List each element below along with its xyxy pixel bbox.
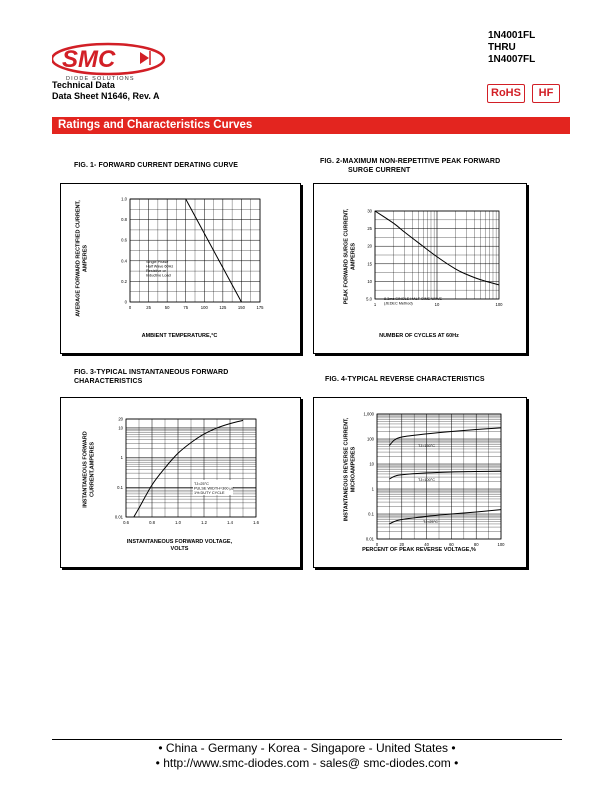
footer-contact: • http://www.smc-diodes.com - sales@ smc-diodes.com •: [155, 756, 459, 770]
fig1-title: FIG. 1- FORWARD CURRENT DERATING CURVE: [74, 162, 239, 169]
fig2-ylabel-line2: AMPERES: [350, 242, 356, 271]
fig3-xtick-label: 0.6: [123, 520, 129, 525]
fig2-title-line1: FIG. 2-MAXIMUM NON-REPETITIVE PEAK FORWARD: [320, 158, 501, 165]
fig3-ylabel-line2: CURRENT,AMPERES: [89, 442, 95, 498]
fig4-ylabel-line1: INSTANTANEOUS REVERSE CURRENT,: [343, 417, 350, 522]
fig1-xtick-label: 75: [183, 305, 189, 310]
fig3-xtick-label: 1.6: [253, 520, 259, 525]
fig1-ytick-label: 1.0: [121, 196, 127, 202]
fig4-curve-label-100: TJ=100°C: [418, 478, 436, 482]
fig1-xtick-label: 25: [146, 305, 151, 310]
footer-countries: • China - Germany - Korea - Singapore - United States •: [158, 741, 456, 755]
fig4-xtick-label: 0: [375, 542, 379, 547]
fig1-ytick-label: 0.4: [121, 258, 127, 264]
fig2-ytick-label: 30: [367, 208, 372, 214]
fig1-annotation-3: Resistive or: [146, 269, 166, 273]
fig1-ylabel-line2: AMPERES: [82, 244, 88, 273]
fig2-ytick-label: 5.0: [366, 296, 372, 302]
fig2-xlabel: NUMBER OF CYCLES AT 60Hz: [379, 333, 459, 339]
part-number-end: 1N4007FL: [488, 54, 536, 65]
fig3-xlabel: [60, 539, 299, 552]
fig1-annotation-1: Single Phase: [146, 260, 169, 264]
fig1-chart: [60, 183, 299, 352]
part-number-thru: THRU: [488, 42, 516, 53]
rohs-badge: RoHS: [487, 84, 525, 103]
fig2-ytick-label: 20: [367, 243, 372, 249]
fig4-curve-label-25: TJ=25°C: [423, 520, 438, 524]
fig1-ytick-label: 0: [124, 299, 127, 305]
logo-subtitle: DIODE SOLUTIONS: [66, 76, 135, 82]
fig4-title: FIG. 4-TYPICAL REVERSE CHARACTERISTICS: [325, 376, 485, 383]
fig2-chart: [313, 183, 525, 352]
fig1-xtick-label: 150: [237, 305, 245, 310]
fig2-xtick-label: 10: [434, 302, 440, 307]
fig2-ytick-label: 15: [367, 261, 372, 267]
fig1-ytick-label: 0.8: [121, 217, 127, 223]
fig3-ytick-label: 10: [118, 425, 123, 431]
part-number-block: [488, 30, 535, 66]
fig3-xtick-label: 1.4: [227, 520, 233, 525]
fig2-annotation-1: 8.3ms SINGLE HALF SINE-WAVE: [384, 297, 443, 301]
fig3-xtick-label: 1.2: [201, 520, 207, 525]
fig1-xtick-label: 0: [128, 305, 132, 310]
doc-info: [52, 80, 160, 102]
fig1-xtick-label: 50: [164, 305, 170, 310]
fig2-title: [320, 158, 500, 175]
fig3-title-line2: CHARACTERISTICS: [74, 377, 143, 385]
datasheet-id: Data Sheet N1646, Rev. A: [52, 91, 160, 101]
fig2-title-line2: SURGE CURRENT: [348, 166, 411, 174]
fig2-ytick-label: 25: [367, 226, 372, 232]
fig4-ytick-label: 100: [367, 436, 374, 442]
fig2-xtick-label: 1: [373, 302, 377, 307]
part-number-start: 1N4001FL: [488, 30, 536, 41]
hf-badge: HF: [532, 84, 560, 103]
fig4-series-line-1: [389, 471, 501, 479]
diode-symbol-icon: [140, 51, 150, 65]
footer-divider: [52, 739, 562, 740]
fig1-xtick-label: 175: [256, 305, 264, 310]
fig4-ytick-label: 1,000: [363, 411, 374, 417]
fig1-annotation-2: Half Wave 60Hz: [146, 264, 174, 269]
company-logo: [52, 40, 174, 82]
fig3-xlabel-line2: VOLTS: [170, 545, 189, 552]
fig4-ytick-label: 0.01: [365, 536, 374, 542]
section-title: Ratings and Characteristics Curves: [58, 119, 253, 131]
fig4-xtick-label: 60: [449, 542, 454, 547]
fig3-ylabel-line1: INSTANTANEOUS FORWARD: [82, 431, 89, 508]
fig4-curve-label-150: TJ=150°C: [418, 444, 436, 448]
fig4-ytick-label: 0.1: [368, 511, 374, 517]
fig4-xtick-label: 100: [497, 542, 505, 547]
fig1-xtick-label: 100: [200, 305, 208, 310]
fig1-ylabel-line1: AVERAGE FORWARD RECTIFIED CURRENT,: [75, 200, 82, 317]
fig3-title-line1: FIG. 3-TYPICAL INSTANTANEOUS FORWARD: [74, 369, 229, 376]
fig3-ytick-label: 0.1: [117, 484, 123, 490]
fig4-series-line-2: [389, 510, 501, 524]
fig3-title: [74, 369, 228, 386]
fig4-ytick-label: 10: [369, 461, 374, 467]
fig3-annotation-2: PULSE WIDTH=300 µs: [194, 486, 234, 491]
fig3-ytick-label: 1: [120, 455, 123, 461]
fig4-ytick-label: 1: [371, 486, 374, 492]
fig3-ytick-label: 0.01: [114, 514, 123, 520]
fig2-ylabel-line1: PEAK FORWARD SURGE CURRENT,: [343, 208, 350, 305]
fig4-xtick-label: 40: [424, 542, 429, 547]
fig4-chart: [313, 397, 525, 566]
fig3-annotation-3: 1% DUTY CYCLE: [194, 491, 225, 495]
fig3-xlabel-line1: INSTANTANEOUS FORWARD VOLTAGE,: [126, 539, 233, 545]
fig4-xtick-label: 20: [399, 542, 405, 547]
fig1-xtick-label: 125: [219, 305, 227, 310]
fig3-annotation-1: TJ=25°C: [194, 482, 209, 486]
fig3-xtick-label: 0.8: [149, 520, 155, 525]
doc-type: Technical Data: [52, 80, 115, 90]
fig2-ytick-label: 10: [367, 278, 372, 284]
fig4-xlabel: PERCENT OF PEAK REVERSE VOLTAGE,%: [362, 547, 476, 553]
fig2-annotation-2: (JEDEC Method): [384, 301, 413, 306]
fig1-annotation-4: Inductive Load: [146, 273, 171, 278]
fig3-series-line-0: [134, 420, 243, 517]
fig1-ytick-label: 0.6: [121, 237, 127, 243]
fig2-xtick-label: 100: [495, 302, 503, 307]
fig3-xtick-label: 1.0: [175, 520, 181, 525]
fig3-ytick-label: 20: [118, 416, 123, 422]
fig4-ylabel-line2: MICROAMPERES: [350, 446, 356, 493]
logo-text: SMC: [62, 46, 116, 73]
fig4-xtick-label: 80: [473, 542, 479, 547]
fig1-ytick-label: 0.2: [121, 278, 127, 284]
fig1-xlabel: AMBIENT TEMPERATURE,°C: [141, 333, 218, 339]
